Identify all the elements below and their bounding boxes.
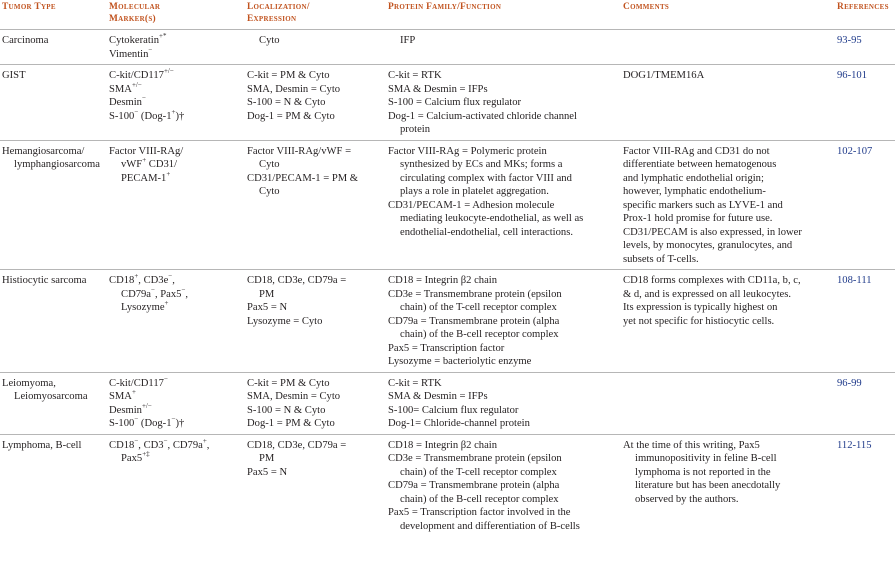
comments-line: Factor VIII-RAg and CD31 do not [623, 145, 770, 157]
localization-line: SMA, Desmin = Cyto [247, 83, 341, 95]
markers-line: SMA+ [109, 388, 136, 402]
comments-line: and lymphatic endothelial origin; [623, 172, 764, 184]
reference-link[interactable]: 96-101 [837, 70, 868, 81]
markers-cell [107, 140, 245, 270]
protein-cell [386, 270, 621, 373]
reference-link[interactable]: 102-107 [837, 145, 873, 157]
tumor-line: Leiomyoma, [2, 377, 56, 389]
comments-line: literature but has been anecdotally [635, 480, 781, 491]
localization-cell [245, 270, 386, 373]
table-row [0, 434, 895, 536]
protein-cell [386, 434, 621, 536]
markers-cell [107, 270, 245, 373]
markers-line: CD18+, CD3e−, [109, 272, 175, 286]
localization-line: CD18, CD3e, CD79a = [247, 275, 347, 286]
markers-line: CD79a−, Pax5−, [121, 285, 189, 300]
comments-line: however, lymphatic endothelium- [623, 186, 766, 197]
header-tumor-type: Tumor Type [2, 2, 56, 12]
markers-line: Vimentin− [109, 45, 153, 60]
tumor-line: Hemangiosarcoma/ [2, 145, 85, 157]
localization-line: Cyto [259, 35, 280, 46]
comments-cell [621, 30, 835, 65]
localization-line: S-100 = N & Cyto [247, 404, 326, 416]
protein-line: endothelial-endothelial, cell interactions. [400, 226, 573, 238]
protein-line: C-kit = RTK [388, 70, 442, 81]
protein-line: CD79a = Transmembrane protein (alpha [388, 480, 560, 491]
localization-line: Factor VIII-RAg/vWF = [247, 145, 352, 157]
references-cell [835, 30, 895, 65]
protein-line: S-100 = Calcium flux regulator [388, 97, 522, 108]
markers-cell [107, 30, 245, 65]
comments-line: Its expression is typically highest on [623, 302, 778, 313]
comments-line: DOG1/TMEM16A [623, 70, 705, 81]
tumor-line: Histiocytic sarcoma [2, 275, 87, 286]
references-cell [835, 372, 895, 434]
comments-line: CD31/PECAM is also expressed, in lower [623, 226, 802, 238]
protein-line: Factor VIII-RAg = Polymeric protein [388, 145, 547, 157]
protein-line: IFP [400, 35, 416, 46]
reference-link[interactable]: 112-115 [837, 439, 872, 451]
localization-line: PM [259, 288, 275, 300]
tumor-cell [0, 434, 107, 536]
localization-line: Pax5 = N [247, 302, 288, 313]
localization-cell [245, 434, 386, 536]
markers-cell [107, 65, 245, 141]
protein-line: S-100= Calcium flux regulator [388, 404, 519, 416]
markers-line: PECAM-1+ [121, 169, 171, 184]
protein-line: development and differentiation of B-cells [400, 520, 580, 532]
table-row [0, 30, 895, 65]
markers-cell [107, 372, 245, 434]
comments-line: specific markers such as LYVE-1 and [623, 199, 783, 211]
localization-line: SMA, Desmin = Cyto [247, 391, 341, 402]
comments-line: differentiate between hematogenous [623, 159, 777, 170]
protein-line: Pax5 = Transcription factor [388, 342, 505, 354]
comments-line: CD18 forms complexes with CD11a, b, c, [623, 275, 801, 286]
tumor-cell [0, 30, 107, 65]
markers-line: S-100− (Dog-1+)† [109, 107, 185, 122]
header-localization: Localization/ Expression [247, 2, 310, 24]
markers-line: Factor VIII-RAg/ [109, 145, 184, 157]
protein-line: Dog-1 = Calcium-activated chloride channel [388, 110, 577, 122]
reference-link[interactable]: 96-99 [837, 377, 862, 389]
protein-line: protein [400, 124, 431, 135]
table-row [0, 140, 895, 270]
protein-line: Lysozyme = bacteriolytic enzyme [388, 356, 532, 367]
markers-cell [107, 434, 245, 536]
comments-line: observed by the authors. [635, 493, 739, 505]
protein-line: Dog-1= Chloride-channel protein [388, 418, 530, 429]
markers-line: SMA+/− [109, 80, 142, 95]
protein-cell [386, 30, 621, 65]
markers-line: Desmin− [109, 94, 146, 108]
comments-line: levels, by monocytes, granulocytes, and [623, 240, 793, 251]
table-row [0, 65, 895, 141]
protein-line: CD3e = Transmembrane protein (epsilon [388, 288, 562, 300]
protein-line: C-kit = RTK [388, 377, 442, 389]
localization-line: S-100 = N & Cyto [247, 97, 326, 108]
protein-line: chain) of the B-cell receptor complex [400, 493, 559, 505]
markers-line: Pax5+‡ [121, 450, 150, 464]
header-comments: Comments [623, 2, 670, 12]
markers-line: Lysozyme+ [121, 299, 169, 313]
references-cell [835, 65, 895, 141]
markers-line: CD18−, CD3−, CD79a+, [109, 436, 210, 451]
localization-line: C-kit = PM & Cyto [247, 377, 330, 389]
localization-cell [245, 65, 386, 141]
protein-cell [386, 372, 621, 434]
table-row [0, 372, 895, 434]
header-row [0, 0, 895, 30]
comments-line: subsets of T-cells. [623, 253, 699, 265]
protein-line: CD18 = Integrin β2 chain [388, 439, 498, 451]
tumor-line: Leiomyosarcoma [14, 391, 88, 402]
table-body [0, 30, 895, 537]
protein-line: synthesized by ECs and MKs; forms a [400, 159, 563, 170]
header-molecular-markers: Molecular Marker(s) [109, 2, 161, 24]
reference-link[interactable]: 108-111 [837, 275, 872, 286]
tumor-line: Carcinoma [2, 35, 49, 46]
tumor-cell [0, 372, 107, 434]
localization-line: PM [259, 453, 275, 464]
tumor-line: GIST [2, 70, 26, 81]
localization-cell [245, 30, 386, 65]
localization-line: Cyto [259, 159, 280, 170]
protein-line: SMA & Desmin = IFPs [388, 391, 488, 402]
comments-line: & d, and is expressed on all leukocytes. [623, 288, 791, 300]
tumor-cell [0, 270, 107, 373]
references-cell [835, 434, 895, 536]
protein-line: CD18 = Integrin β2 chain [388, 275, 498, 286]
localization-line: Cyto [259, 186, 280, 197]
protein-line: mediating leukocyte-endothelial, as well as [400, 213, 584, 224]
protein-line: chain) of the T-cell receptor complex [400, 302, 557, 313]
localization-line: Dog-1 = PM & Cyto [247, 110, 335, 122]
header-references: References [837, 2, 889, 12]
protein-line: Pax5 = Transcription factor involved in the [388, 507, 571, 518]
header-protein-family: Protein Family/Function [388, 2, 502, 12]
comments-cell [621, 140, 835, 270]
table-row [0, 270, 895, 373]
tumor-line: Lymphoma, B-cell [2, 439, 82, 451]
comments-cell [621, 65, 835, 141]
protein-line: SMA & Desmin = IFPs [388, 83, 488, 95]
protein-line: CD31/PECAM-1 = Adhesion molecule [388, 199, 555, 211]
localization-cell [245, 140, 386, 270]
comments-line: yet not specific for histiocytic cells. [623, 315, 775, 327]
tumor-cell [0, 140, 107, 270]
comments-line: lymphoma is not reported in the [635, 466, 771, 478]
protein-line: chain) of the T-cell receptor complex [400, 466, 557, 478]
localization-line: CD18, CD3e, CD79a = [247, 439, 347, 451]
protein-line: CD79a = Transmembrane protein (alpha [388, 315, 560, 327]
localization-line: Lysozyme = Cyto [247, 315, 323, 327]
protein-cell [386, 65, 621, 141]
localization-line: C-kit = PM & Cyto [247, 70, 330, 81]
protein-line: chain) of the B-cell receptor complex [400, 329, 559, 340]
protein-line: plays a role in platelet aggregation. [400, 186, 549, 197]
localization-cell [245, 372, 386, 434]
markers-line: Cytokeratin+* [109, 32, 167, 46]
comments-cell [621, 270, 835, 373]
comments-cell [621, 372, 835, 434]
references-cell [835, 140, 895, 270]
protein-line: circulating complex with factor VIII and [400, 172, 572, 184]
markers-line: C-kit/CD117+/− [109, 67, 174, 81]
protein-line: CD3e = Transmembrane protein (epsilon [388, 453, 562, 464]
comments-line: immunopositivity in feline B-cell [635, 453, 777, 464]
comments-line: At the time of this writing, Pax5 [623, 439, 760, 451]
comments-cell [621, 434, 835, 536]
markers-line: S-100− (Dog-1−)† [109, 415, 185, 429]
localization-line: Dog-1 = PM & Cyto [247, 418, 335, 429]
localization-line: CD31/PECAM-1 = PM & [247, 172, 359, 184]
tumor-line: lymphangiosarcoma [14, 159, 100, 170]
references-cell [835, 270, 895, 373]
markers-line: Desmin+/− [109, 401, 152, 416]
markers-line: vWF+ CD31/ [121, 156, 178, 170]
localization-line: Pax5 = N [247, 466, 288, 478]
comments-line: Prox-1 hold promise for future use. [623, 213, 773, 224]
protein-cell [386, 140, 621, 270]
reference-link[interactable]: 93-95 [837, 35, 862, 46]
markers-line: C-kit/CD117− [109, 374, 168, 389]
tumor-cell [0, 65, 107, 141]
